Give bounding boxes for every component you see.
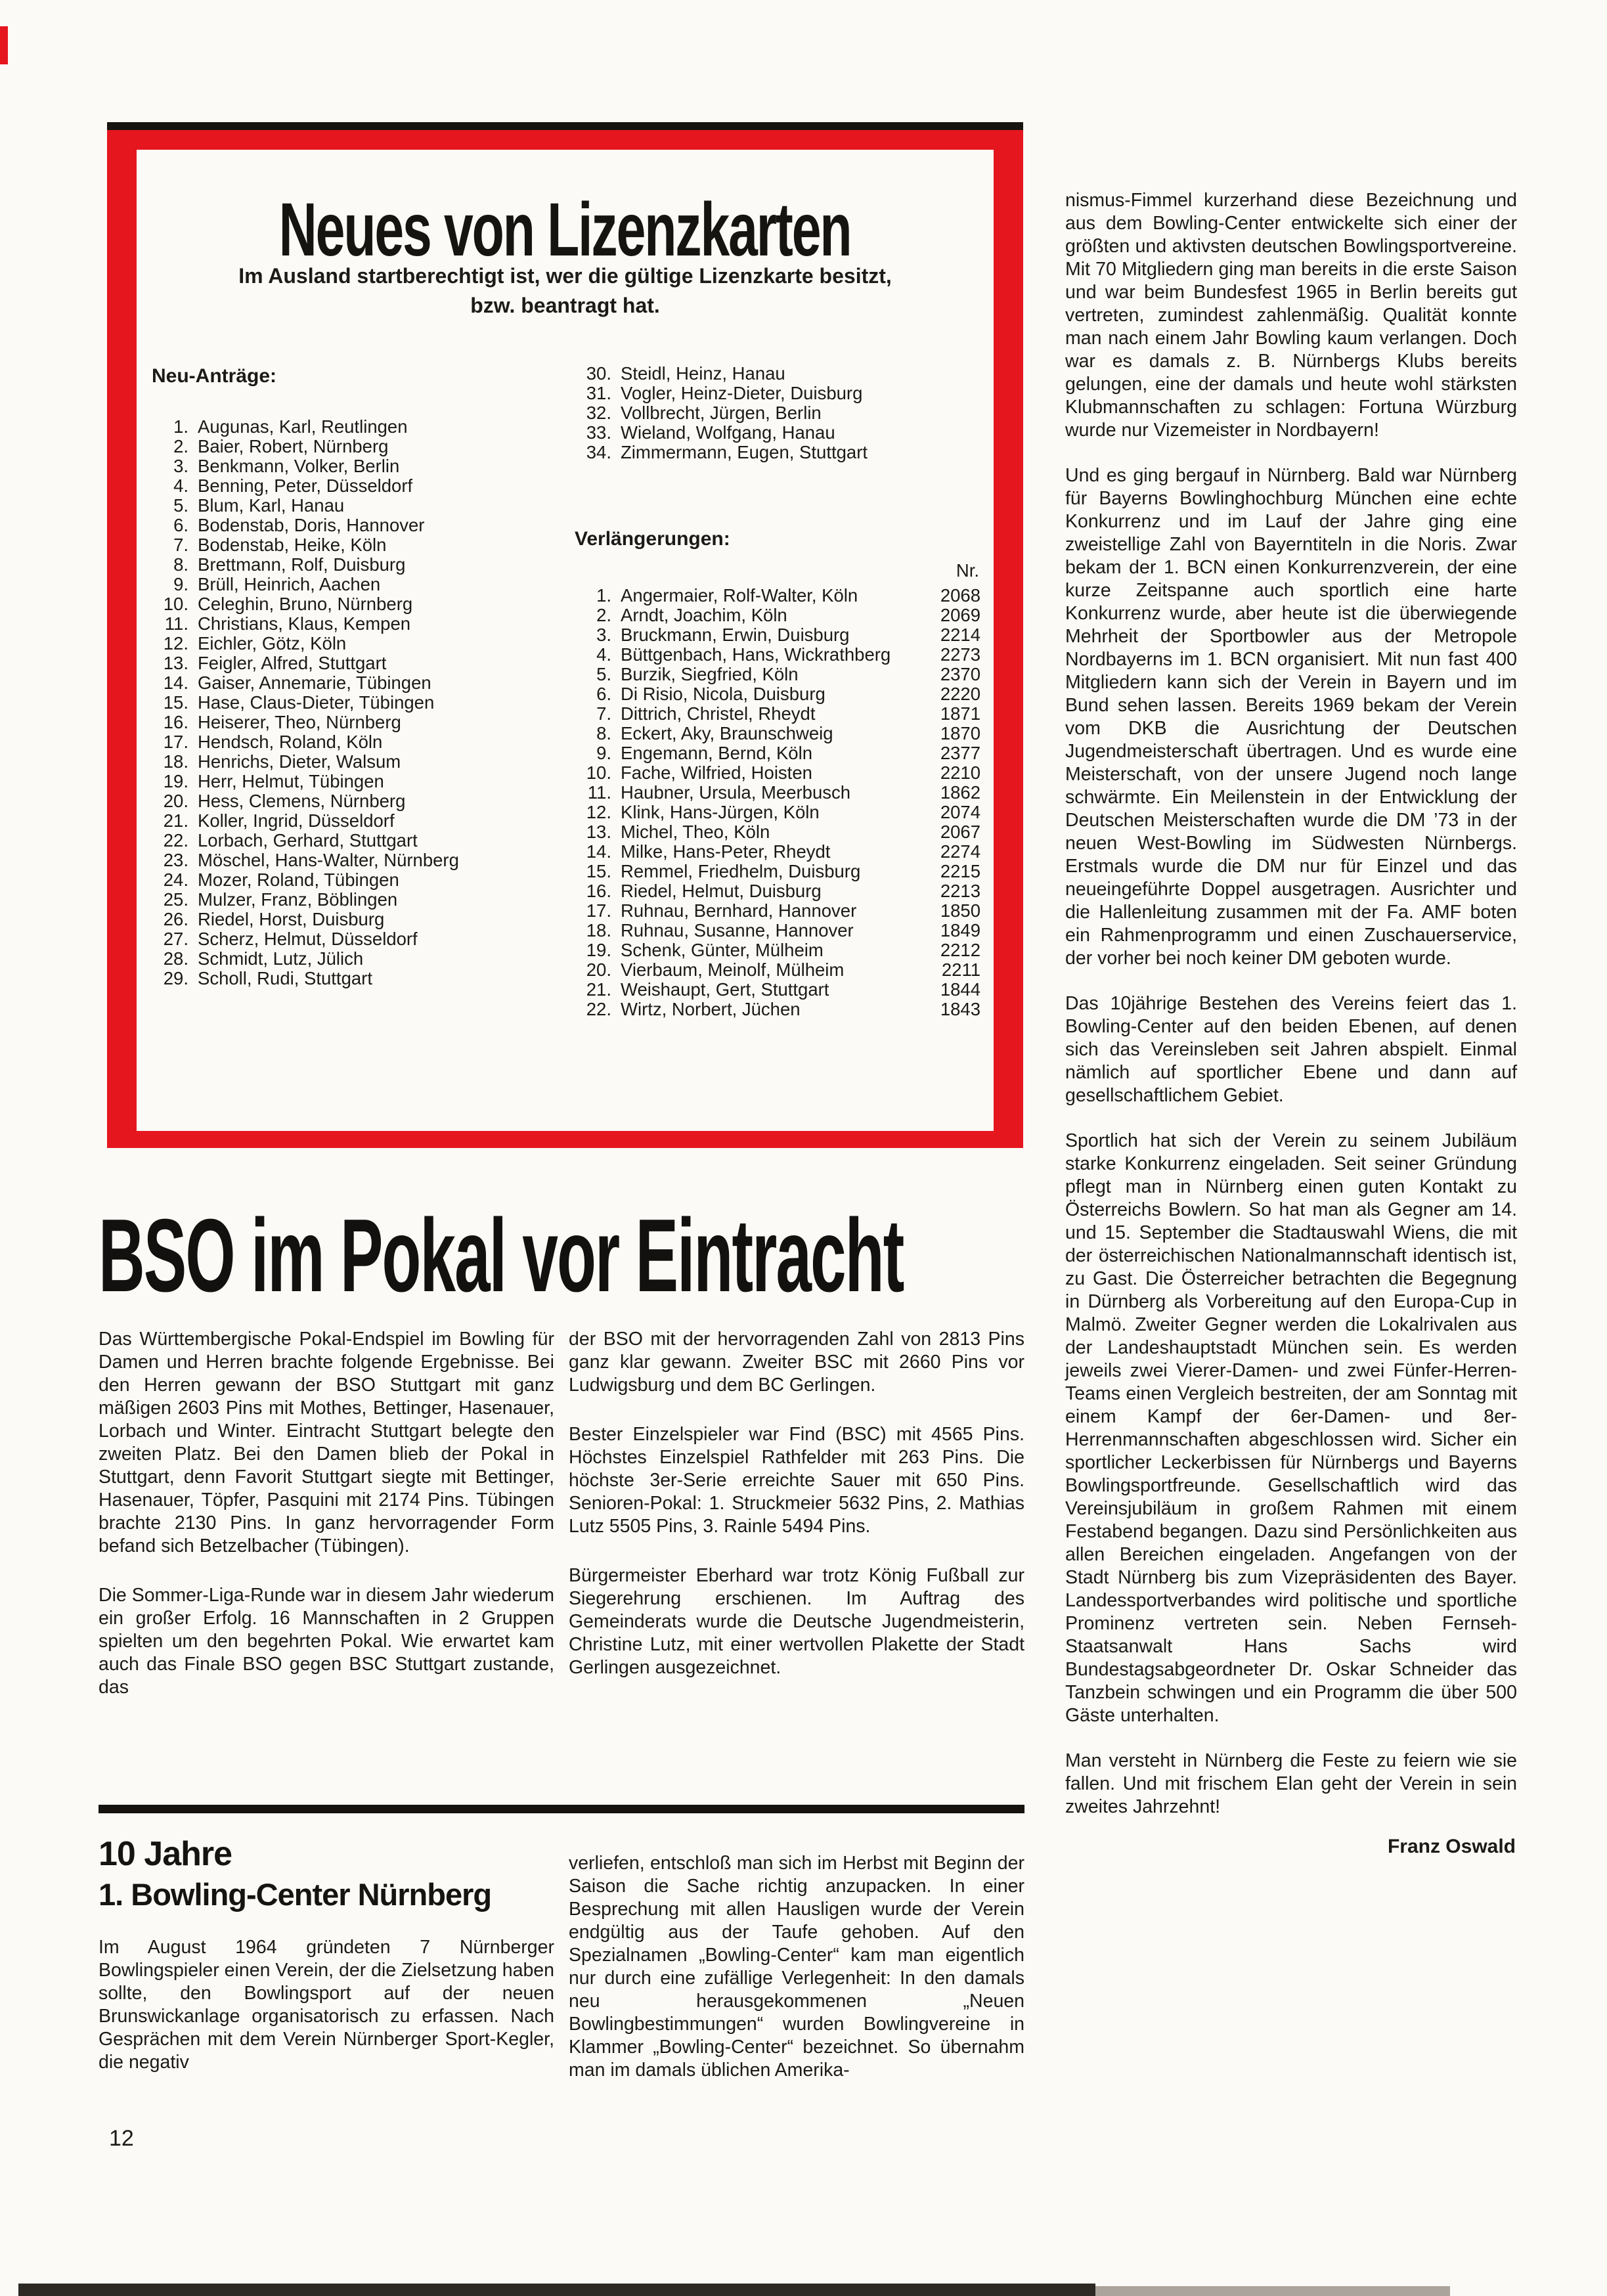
list-item-no: 28. <box>163 948 188 969</box>
list-item-no: 18. <box>586 920 611 940</box>
list-item-nr: 2074 <box>940 802 980 822</box>
list-item <box>152 614 546 634</box>
list-item-no: 10. <box>163 594 188 614</box>
list-item-no: 9. <box>596 743 611 763</box>
bso-headline-text: BSO im Pokal vor Eintracht <box>99 1198 904 1314</box>
list-item-no: 20. <box>163 791 188 811</box>
list-item-name: Hess, Clemens, Nürnberg <box>198 791 406 811</box>
license-box-subtitle <box>107 261 1023 320</box>
list-item-name: Mozer, Roland, Tübingen <box>198 870 399 890</box>
renewals-list <box>575 586 980 1019</box>
list-item <box>575 665 980 684</box>
list-item-name: Arndt, Joachim, Köln <box>621 605 787 625</box>
list-item-name: Benkmann, Volker, Berlin <box>198 456 400 476</box>
list-item-name: Baier, Robert, Nürnberg <box>198 436 389 456</box>
bso-article-headline <box>99 1197 1397 1316</box>
list-item-name: Scholl, Rudi, Stuttgart <box>198 968 372 988</box>
list-item-nr: 2215 <box>940 861 980 881</box>
list-item <box>575 980 980 1000</box>
list-item-name: Weishaupt, Gert, Stuttgart <box>621 979 829 1000</box>
list-item-no: 16. <box>163 712 188 732</box>
list-item-no: 16. <box>586 881 611 901</box>
list-item-name: Michel, Theo, Köln <box>621 822 770 842</box>
list-item <box>152 772 546 791</box>
list-item-name: Hendsch, Roland, Köln <box>198 732 383 752</box>
list-item <box>152 791 546 811</box>
list-item-no: 1. <box>596 585 611 606</box>
list-item-name: Angermaier, Rolf-Walter, Köln <box>621 585 858 606</box>
list-item-no: 26. <box>163 909 188 929</box>
jubilee-heading-line-1: 10 Jahre <box>99 1835 232 1873</box>
list-item <box>575 403 980 423</box>
license-box <box>107 122 1023 1148</box>
new-applications-heading: Neu-Anträge: <box>152 365 277 387</box>
list-item-nr: 2067 <box>940 822 980 842</box>
bso-column-1 <box>99 1328 554 1699</box>
list-item <box>152 476 546 496</box>
list-item <box>152 673 546 693</box>
list-item-no: 6. <box>596 684 611 704</box>
paragraph: Im August 1964 gründeten 7 Nürnberger Bowlingspieler einen Verein, der die Zielsetzung haben sollte, den Bowlingsport auf der neuen Brunswickanlage organisatorisch zu erfassen. Nach Gesprächen mit dem Verein Nürnberger Sport-Kegler, die negativ <box>99 1937 554 2073</box>
right-column-paragraphs <box>1065 189 1517 1819</box>
list-item-name: Lorbach, Gerhard, Stuttgart <box>198 830 418 850</box>
list-item-nr: 1871 <box>940 703 980 724</box>
paragraph: Bester Einzelspieler war Find (BSC) mit 4565 Pins. Höchstes Einzelspiel Rathfelder mit 263 Pins. Die höchste 3er-Serie erreichte Sauer mit 650 Pins. Senioren-Pokal: 1. Struckmeier 5632 Pins, 2. Mathias Lutz 5505 Pins, 3. Rainle 5494 Pins. <box>569 1424 1024 1537</box>
list-item-name: Milke, Hans-Peter, Rheydt <box>621 841 831 862</box>
list-item-name: Di Risio, Nicola, Duisburg <box>621 684 826 704</box>
list-item-nr: 2220 <box>940 684 980 704</box>
list-item-no: 13. <box>586 822 611 842</box>
list-item <box>152 929 546 949</box>
list-item <box>575 901 980 921</box>
list-item <box>575 586 980 606</box>
list-item-no: 27. <box>163 929 188 949</box>
list-item-name: Henrichs, Dieter, Walsum <box>198 751 401 772</box>
list-item-no: 6. <box>173 515 188 535</box>
jubilee-heading-line-2: 1. Bowling-Center Nürnberg <box>99 1877 492 1912</box>
paragraph: Und es ging bergauf in Nürnberg. Bald war Nürnberg für Bayerns Bowlinghochburg München eine echte Konkurrenz und im Lauf der Jahre ging eine zweistellige Zahl von Bayerntiteln in die Noris. Zwar bekam der 1. BCN einen Konkurrenzverein, der eine kurze Zeitspanne auch sportlich eine harte Konkurrenz wurde, aber heute ist die überwiegende Mehrheit der Sportbowler aus der Metropole Nordbayerns im 1. BCN organisiert. Mit nun fast 400 Mitgliedern kann sich der Verein in Bayern und im Bund sehen lassen. Bereits 1969 bekam der Verein vom DKB die Ausrichtung der Deutschen Jugendmeisterschaft übertragen. Und es wurde eine Meisterschaft, von der unsere Jugend noch lange schwärmte. Ein Meilenstein in der Entwicklung der Deutschen Meisterschaften wurde die DM ’73 in der neuen West-Bowling im Südwesten Nürnbergs. Erstmals wurde die DM nur für Einzel und das neueingeführte Doppel ausgetragen. Ausrichter und die Hallenleitung zusammen mit der Fa. AMF boten ein Rahmenprogramm und einen Zuschauerservice, der vorher bei noch keiner DM geboten wurde. <box>1065 465 1517 969</box>
list-item-nr: 2069 <box>940 605 980 625</box>
list-item <box>152 437 546 456</box>
renewals-heading: Verlängerungen: <box>575 528 730 550</box>
paragraph: Die Sommer-Liga-Runde war in diesem Jahr wiederum ein großer Erfolg. 16 Mannschaften in 2 Gruppen spielten um den begehrten Pokal. Wie erwartet kam auch das Finale BSO gegen BSC Stuttgart zustande, das <box>99 1585 554 1698</box>
list-item-name: Brüll, Heinrich, Aachen <box>198 574 381 594</box>
list-item <box>575 423 980 443</box>
list-item <box>152 456 546 476</box>
list-item-nr: 1870 <box>940 723 980 743</box>
list-item-no: 15. <box>586 861 611 881</box>
list-item-no: 7. <box>173 535 188 555</box>
list-item-no: 21. <box>163 810 188 831</box>
list-item-name: Fache, Wilfried, Hoisten <box>621 762 812 783</box>
page-number: 12 <box>109 2126 134 2151</box>
list-item <box>152 850 546 870</box>
list-item-no: 12. <box>163 633 188 653</box>
jubilee-article-left <box>99 1834 554 2074</box>
list-item-name: Augunas, Karl, Reutlingen <box>198 416 408 437</box>
list-item-name: Herr, Helmut, Tübingen <box>198 771 384 791</box>
list-item <box>575 842 980 862</box>
list-item-no: 33. <box>586 422 611 443</box>
list-item <box>152 870 546 890</box>
list-item-name: Haubner, Ursula, Meerbusch <box>621 782 851 803</box>
list-item <box>575 364 980 384</box>
paragraph: Man versteht in Nürnberg die Feste zu feiern wie sie fallen. Und mit frischem Elan geht der Verein in sein zweites Jahrzehnt! <box>1065 1750 1517 1817</box>
list-item-no: 34. <box>586 442 611 462</box>
list-item-nr: 1850 <box>940 900 980 921</box>
list-item-name: Burzik, Siegfried, Köln <box>621 664 799 684</box>
subtitle-line-1: Im Ausland startberechtigt ist, wer die gültige Lizenzkarte besitzt, <box>238 264 892 288</box>
list-item-no: 17. <box>163 732 188 752</box>
list-item <box>152 594 546 614</box>
list-item <box>575 960 980 980</box>
list-item-nr: 2213 <box>940 881 980 901</box>
list-item <box>575 443 980 462</box>
paragraph: der BSO mit der hervorragenden Zahl von 2813 Pins ganz klar gewann. Zweiter BSC mit 2660 Pins vor Ludwigsburg und dem BC Gerlingen. <box>569 1329 1024 1396</box>
list-item-no: 19. <box>163 771 188 791</box>
list-item-name: Brettmann, Rolf, Duisburg <box>198 554 406 575</box>
list-item-name: Vollbrecht, Jürgen, Berlin <box>621 403 822 423</box>
new-applications-column <box>152 364 546 988</box>
list-item-name: Steidl, Heinz, Hanau <box>621 363 785 384</box>
list-item-name: Blum, Karl, Hanau <box>198 495 345 516</box>
list-item-name: Riedel, Helmut, Duisburg <box>621 881 822 901</box>
list-item-name: Vogler, Heinz-Dieter, Duisburg <box>621 383 863 403</box>
list-item <box>575 822 980 842</box>
list-item-no: 8. <box>173 554 188 575</box>
list-item <box>575 606 980 625</box>
list-item <box>575 940 980 960</box>
list-item <box>575 724 980 743</box>
list-item <box>575 1000 980 1019</box>
right-column-article <box>1065 189 1517 1858</box>
list-item-no: 24. <box>163 870 188 890</box>
list-item-name: Bodenstab, Heike, Köln <box>198 535 387 555</box>
list-item-nr: 2370 <box>940 664 980 684</box>
list-item-name: Schenk, Günter, Mülheim <box>621 940 824 960</box>
list-item-name: Wieland, Wolfgang, Hanau <box>621 422 835 443</box>
paragraph: Sportlich hat sich der Verein zu seinem Jubiläum starke Konkurrenz eingeladen. Seit seiner Gründung pflegt man in Nürnberg einen guten Kontakt zu Österreichs Bowlern. So hat man als Gegner am 14. und 15. September die Stadtauswahl Wiens, die mit der österreichischen Nationalmannschaft identisch ist, zu Gast. Die Österreicher betrachten die Begegnung in Dürnberg als Vorbereitung auf den Europa-Cup in Malmö. Zweiter Gegner werden die Lokalrivalen aus der Landeshauptstadt München sein. Es werden jeweils zwei Vierer-Damen- und zwei Fünfer-Herren-Teams einen Vergleich bestreiten, der am Sonntag mit einem Kampf der 6er-Damen- und 8er-Herrenmannschaften abgeschlossen wird. Sicher ein sportlicher Leckerbissen für Nürnbergs und Bayerns Bowlingsportfreunde. Gesellschaftlich wird das Vereinsjubiläum in großem Rahmen mit einem Festabend begangen. Dazu sind Persönlichkeiten aus allen Bereichen eingeladen. Angefangen von der Stadt Nürnberg bis zum Vizepräsidenten des Bayer. Landessportverbandes wird politische und sportliche Prominenz vertreten sein. Neben Fernseh-Staatsanwalt Hans Sachs wird Bundestagsabgeordneter Dr. Oskar Schneider das Tanzbein schwingen und ein Programm die über 500 Gäste unterhalten. <box>1065 1130 1517 1726</box>
list-item-name: Gaiser, Annemarie, Tübingen <box>198 673 431 693</box>
list-item <box>152 653 546 673</box>
list-item-no: 19. <box>586 940 611 960</box>
list-item-nr: 2273 <box>940 644 980 665</box>
list-item-name: Engemann, Bernd, Köln <box>621 743 812 763</box>
list-item-no: 3. <box>596 625 611 645</box>
list-item-no: 7. <box>596 703 611 724</box>
jubilee-heading <box>99 1834 554 1915</box>
list-item <box>575 743 980 763</box>
list-item-nr: 2212 <box>940 940 980 960</box>
list-item-no: 14. <box>586 841 611 862</box>
list-item-no: 14. <box>163 673 188 693</box>
list-item <box>152 969 546 988</box>
list-item-name: Hase, Claus-Dieter, Tübingen <box>198 692 435 713</box>
paragraph: verliefen, entschloß man sich im Herbst mit Beginn der Saison die Sache richtig anzupacken. In einer Besprechung mit allen Hausligen wurde der Verein endgültig aus der Taufe gehoben. Auf den Spezialnamen „Bowling-Center“ kam man eigentlich nur durch eine zufällige Verlegenheit: In den damals neu herausgekommenen „Neuen Bowlingbestimmungen“ wurden Bowlingvereine in Klammer „Bowling-Center“ bezeichnet. So übernahm man im damals üblichen Amerika- <box>569 1853 1024 2081</box>
list-item-name: Büttgenbach, Hans, Wickrathberg <box>621 644 891 665</box>
list-item <box>152 910 546 929</box>
list-item-no: 4. <box>596 644 611 665</box>
list-item-name: Benning, Peter, Düsseldorf <box>198 475 413 496</box>
list-item-name: Scherz, Helmut, Düsseldorf <box>198 929 418 949</box>
paragraph: Bürgermeister Eberhard war trotz König Fußball zur Siegerehrung erschienen. Im Auftrag des Gemeinderats wurde die Deutsche Jugendmeisterin, Christine Lutz, mit einer wertvollen Plakette der Stadt Gerlingen ausgezeichnet. <box>569 1565 1024 1678</box>
list-item <box>575 384 980 403</box>
list-item <box>152 555 546 575</box>
list-item-nr: 2068 <box>940 585 980 606</box>
list-item <box>152 535 546 555</box>
list-item-name: Mulzer, Franz, Böblingen <box>198 889 398 910</box>
list-item-no: 17. <box>586 900 611 921</box>
list-item-nr: 2211 <box>941 960 980 980</box>
list-item <box>152 634 546 653</box>
list-item <box>152 831 546 850</box>
subtitle-line-2: bzw. beantragt hat. <box>470 294 660 317</box>
scan-bottom-strip-light <box>1095 2286 1450 2296</box>
list-item <box>575 684 980 704</box>
list-item-name: Vierbaum, Meinolf, Mülheim <box>621 960 845 980</box>
list-item-no: 23. <box>163 850 188 870</box>
jubilee-column-1 <box>99 1936 554 2074</box>
jubilee-column-2 <box>569 1852 1024 2082</box>
list-item-no: 32. <box>586 403 611 423</box>
list-item <box>152 575 546 594</box>
list-item-no: 1. <box>173 416 188 437</box>
list-item-no: 11. <box>164 613 188 634</box>
bso-article-columns <box>99 1328 1024 1699</box>
list-item <box>575 625 980 645</box>
list-item-name: Zimmermann, Eugen, Stuttgart <box>621 442 868 462</box>
list-item-nr: 1844 <box>940 979 980 1000</box>
list-item-name: Feigler, Alfred, Stuttgart <box>198 653 387 673</box>
list-item-no: 13. <box>163 653 188 673</box>
list-item-no: 25. <box>163 889 188 910</box>
list-item-no: 12. <box>586 802 611 822</box>
list-item-no: 30. <box>586 363 611 384</box>
list-item <box>575 921 980 940</box>
list-item-no: 21. <box>586 979 611 1000</box>
list-item-no: 15. <box>163 692 188 713</box>
renewals-column <box>575 364 980 1019</box>
nr-column-label: Nr. <box>956 560 979 581</box>
list-item <box>575 881 980 901</box>
paragraph: Das 10jährige Bestehen des Vereins feiert das 1. Bowling-Center auf den beiden Ebenen, auf denen sich das Vereinsleben seit Jahren abspielt. Einmal nämlich auf sportlicher Ebene und dann auf gesellschaftlichem Gebiet. <box>1065 993 1517 1106</box>
list-item <box>152 811 546 831</box>
list-item-no: 10. <box>586 762 611 783</box>
box-border-top <box>107 130 1023 150</box>
list-item-name: Heiserer, Theo, Nürnberg <box>198 712 401 732</box>
bso-column-2 <box>569 1328 1024 1699</box>
list-item-nr: 2377 <box>940 743 980 763</box>
new-applications-list-30-34 <box>575 364 980 462</box>
list-item-nr: 1849 <box>940 920 980 940</box>
list-item-no: 31. <box>586 383 611 403</box>
list-item-no: 18. <box>163 751 188 772</box>
list-item-no: 9. <box>173 574 188 594</box>
page-edge-red-mark <box>0 26 8 64</box>
list-item-nr: 2274 <box>940 841 980 862</box>
list-item <box>152 890 546 910</box>
list-item-nr: 1843 <box>940 999 980 1019</box>
list-item-no: 29. <box>163 968 188 988</box>
list-item-name: Christians, Klaus, Kempen <box>198 613 411 634</box>
list-item-no: 2. <box>173 436 188 456</box>
list-item-no: 20. <box>586 960 611 980</box>
list-item-name: Möschel, Hans-Walter, Nürnberg <box>198 850 459 870</box>
list-item <box>575 645 980 665</box>
author-signature: Franz Oswald <box>1387 1836 1516 1857</box>
list-item-no: 2. <box>596 605 611 625</box>
list-item-name: Eckert, Aky, Braunschweig <box>621 723 833 743</box>
list-item <box>152 732 546 752</box>
license-box-title-text: Neues von Lizenzkarten <box>279 188 851 272</box>
list-item-name: Koller, Ingrid, Düsseldorf <box>198 810 395 831</box>
list-item-name: Ruhnau, Susanne, Hannover <box>621 920 854 940</box>
list-item <box>575 704 980 724</box>
list-item <box>152 496 546 516</box>
list-item <box>575 803 980 822</box>
list-item-name: Riedel, Horst, Duisburg <box>198 909 385 929</box>
list-item-nr: 2214 <box>940 625 980 645</box>
list-item-name: Bodenstab, Doris, Hannover <box>198 515 425 535</box>
new-applications-list-1-29 <box>152 417 546 988</box>
list-item-no: 5. <box>173 495 188 516</box>
list-item <box>152 713 546 732</box>
paragraph: nismus-Fimmel kurzerhand diese Bezeichnung und aus dem Bowling-Center entwickelte sich einer der größten und aktivsten deutschen Bowlingsportvereine. Mit 70 Mitgliedern ging man bereits in die erste Saison und war beim Bundesfest 1965 in Berlin bereits gut vertreten, zumindest zahlenmäßig. Qualität konnte man nach einem Jahr Bowling kaum verlangen. Doch war es damals z. B. Nürnbergs Klubs bereits gelungen, eine der damals und heute wohl stärksten Klubmannschaften zu schlagen: Fortuna Würzburg wurde nur Vizemeister in Nordbayern! <box>1065 190 1517 441</box>
list-item-no: 5. <box>596 664 611 684</box>
list-item-name: Dittrich, Christel, Rheydt <box>621 703 816 724</box>
list-item <box>152 949 546 969</box>
list-item-nr: 1862 <box>940 782 980 803</box>
list-item <box>575 763 980 783</box>
list-item-nr: 2210 <box>940 762 980 783</box>
list-item-no: 4. <box>173 475 188 496</box>
list-item <box>152 693 546 713</box>
paragraph: Das Württembergische Pokal-Endspiel im Bowling für Damen und Herren brachte folgende Ergebnisse. Bei den Herren gewann der BSO Stuttgart mit ganz mäßigen 2603 Pins mit Mothes, Bettinger, Hasenauer, Lorbach und Winter. Eintracht Stuttgart belegte den zweiten Platz. Bei den Damen blieb der Pokal in Stuttgart, denn Favorit Stuttgart siegte mit Bettinger, Hasenauer, Töpfer, Pasquini mit 2174 Pins. Tübingen brachte 2130 Pins. In ganz hervorragender Form befand sich Betzelbacher (Tübingen). <box>99 1329 554 1556</box>
list-item-name: Bruckmann, Erwin, Duisburg <box>621 625 850 645</box>
list-item-name: Eichler, Götz, Köln <box>198 633 347 653</box>
list-item <box>152 752 546 772</box>
list-item-name: Celeghin, Bruno, Nürnberg <box>198 594 413 614</box>
list-item-name: Wirtz, Norbert, Jüchen <box>621 999 801 1019</box>
list-item-name: Ruhnau, Bernhard, Hannover <box>621 900 857 921</box>
list-item <box>575 862 980 881</box>
scan-bottom-strip-dark <box>18 2284 1095 2296</box>
box-top-black-rule <box>107 122 1023 130</box>
section-divider-rule <box>99 1805 1024 1813</box>
list-item-name: Klink, Hans-Jürgen, Köln <box>621 802 820 822</box>
list-item-no: 22. <box>163 830 188 850</box>
list-item-no: 22. <box>586 999 611 1019</box>
list-item-name: Remmel, Friedhelm, Duisburg <box>621 861 861 881</box>
list-item-no: 11. <box>587 782 611 803</box>
list-item <box>152 417 546 437</box>
box-border-bottom <box>107 1131 1023 1148</box>
list-item-no: 8. <box>596 723 611 743</box>
list-item <box>575 783 980 803</box>
list-item-no: 3. <box>173 456 188 476</box>
list-item <box>152 516 546 535</box>
list-item-name: Schmidt, Lutz, Jülich <box>198 948 364 969</box>
